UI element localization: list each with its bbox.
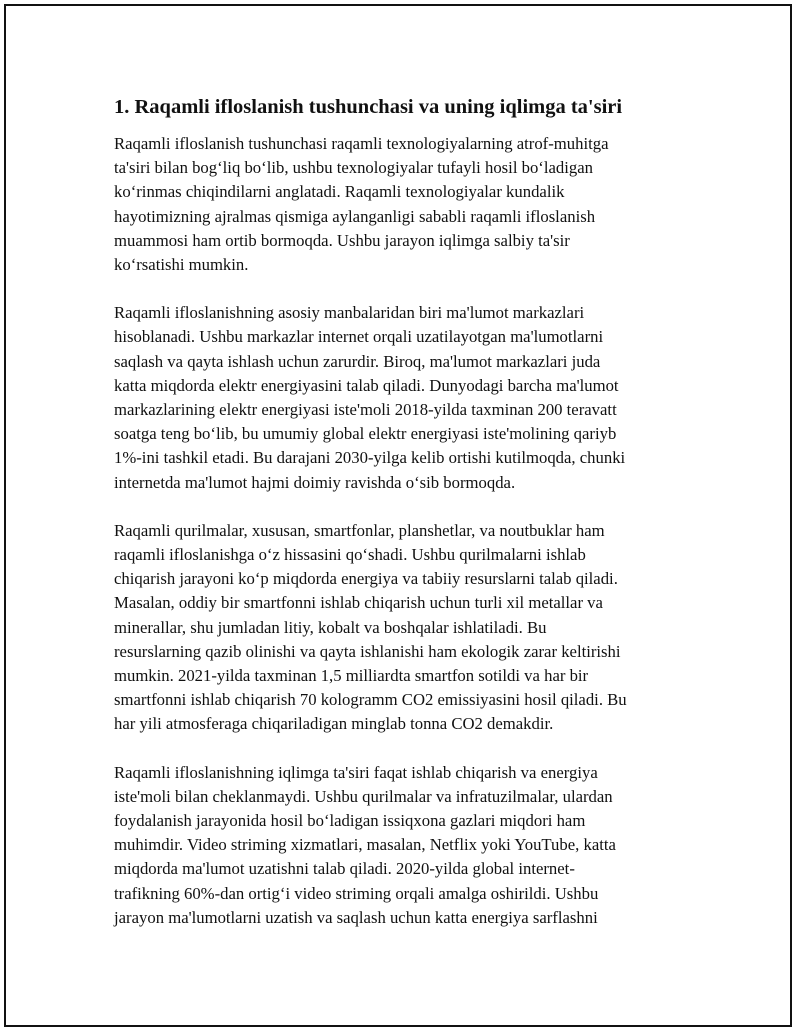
paragraph-1: Raqamli ifloslanish tushunchasi raqamli texnologiyalarning atrof-muhitga ta'siri bilan bog‘liq bo‘lib, ushbu texnologiyalar tufayli hosil bo‘ladigan ko‘rinmas chiqindilarni anglatadi. Raqamli texnologiyalar kundalik hayotimizning ajralmas qismiga aylanganligi sababli raqamli ifloslanish muammosi ham ortib bormoqda. Ushbu jarayon iqlimga salbiy ta'sir ko‘rsatishi mumkin. [114,134,609,275]
paragraph-4: Raqamli ifloslanishning iqlimga ta'siri faqat ishlab chiqarish va energiya iste'moli bilan cheklanmaydi. Ushbu qurilmalar va infratuzilmalar, ulardan foydalanish jarayonida hosil bo‘ladigan issiqxona gazlari miqdori ham muhimdir. Video striming xizmatlari, masalan, Netflix yoki YouTube, katta miqdorda ma'lumot uzatishni talab qiladi. 2020-yilda global internet- trafikning 60%-dan ortig‘i video striming orqali amalga oshirildi. Ushbu jarayon ma'lumotlarni uzatish va saqlash uchun katta energiya sarflashni [114,762,616,927]
section-heading: 1. Raqamli ifloslanish tushunchasi va uning iqlimga ta'siri [114,96,623,118]
document-body [114,94,694,954]
paragraph-3: Raqamli qurilmalar, xususan, smartfonlar, planshetlar, va noutbuklar ham raqamli ifloslanishga o‘z hissasini qo‘shadi. Ushbu qurilmalarni ishlab chiqarish jarayoni ko‘p miqdorda energiya va tabiiy resurslarni talab qiladi. Masalan, oddiy bir smartfonni ishlab chiqarish uchun turli xil metallar va minerallar, shu jumladan litiy, kobalt va boshqalar ishlatiladi. Bu resurslarning qazib olinishi va qayta ishlanishi ham ekologik zarar keltirishi mumkin. 2021-yilda taxminan 1,5 milliardta smartfon sotildi va har bir smartfonni ishlab chiqarish 70 kologramm CO2 emissiyasini hosil qiladi. Bu har yili atmosferaga chiqariladigan minglab tonna CO2 demakdir. [114,520,627,734]
paragraph-2: Raqamli ifloslanishning asosiy manbalaridan biri ma'lumot markazlari hisoblanadi. Ushbu markazlar internet orqali uzatilayotgan ma'lumotlarni saqlash va qayta ishlash uchun zarurdir. Biroq, ma'lumot markazlari juda katta miqdorda elektr energiyasini talab qiladi. Dunyodagi barcha ma'lumot markazlarining elektr energiyasi iste'moli 2018-yilda taxminan 200 teravatt soatga teng bo‘lib, bu umumiy global elektr energiyasi iste'molining qariyb 1%-ini tashkil etadi. Bu darajani 2030-yilga kelib ortishi kutilmoqda, chunki internetda ma'lumot hajmi doimiy ravishda o‘sib bormoqda. [114,303,626,492]
